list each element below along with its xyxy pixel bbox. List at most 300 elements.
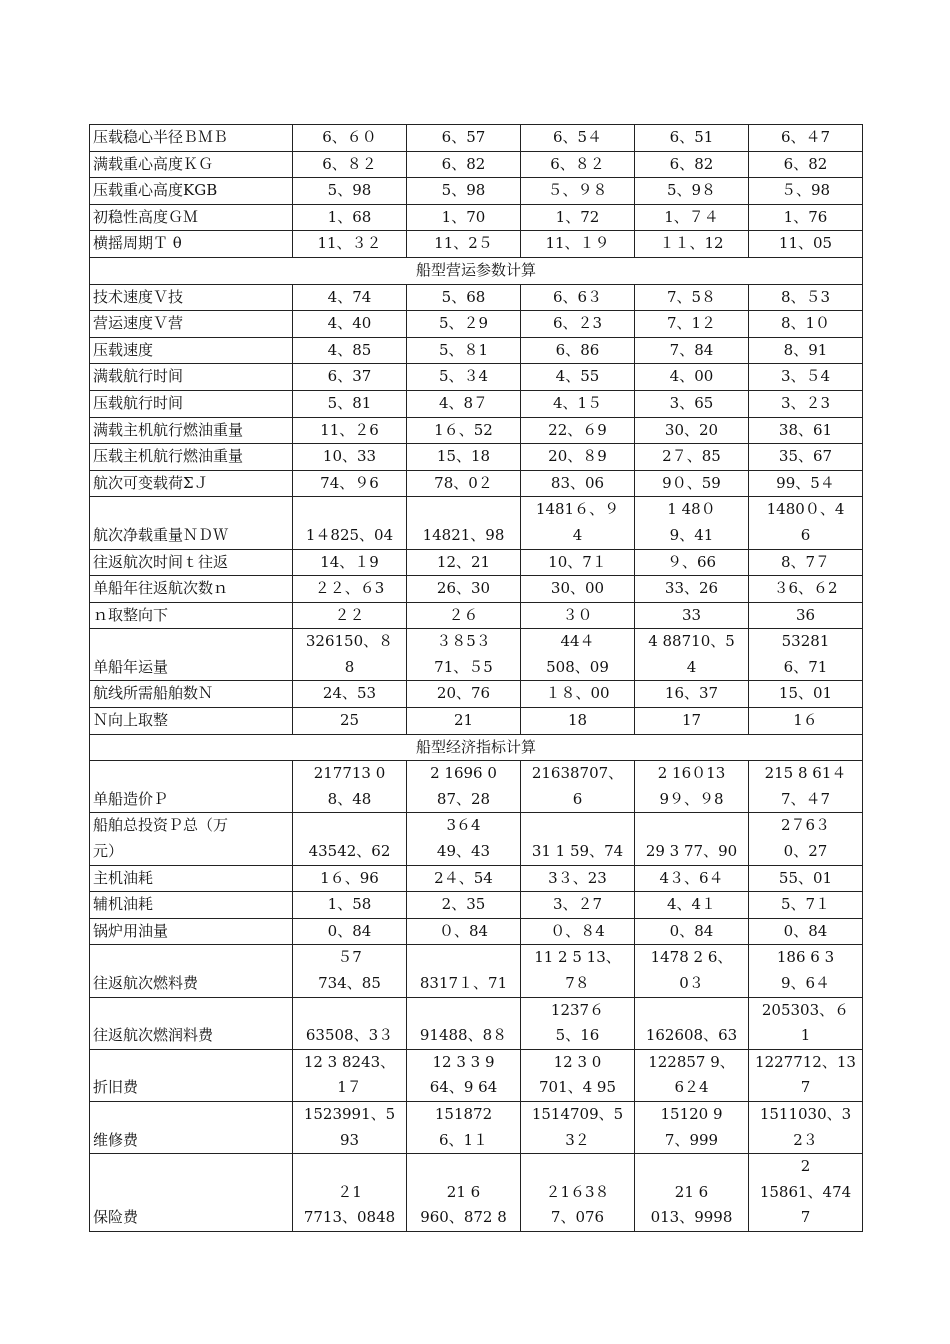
- value-cell-line: 6、82: [783, 154, 828, 173]
- value-cell-line: [409, 998, 518, 1024]
- value-cell: [293, 1101, 407, 1153]
- value-cell-line: 6２4: [674, 1078, 709, 1097]
- row-label-line: 往返航次时间ｔ往返: [93, 552, 229, 571]
- value-cell-line: 5、３4: [438, 367, 489, 386]
- row-label: [90, 470, 293, 497]
- value-cell-line: 5、２9: [438, 314, 489, 333]
- value-cell-line: 9、41: [669, 525, 714, 544]
- value-cell-line: 3、５4: [780, 367, 831, 386]
- table-row: [90, 549, 863, 576]
- value-cell: [293, 602, 407, 629]
- value-cell: [635, 125, 749, 152]
- table-row: [90, 337, 863, 364]
- value-cell-line: 2、35: [441, 895, 486, 914]
- row-label-line: 满载航行时间: [93, 367, 184, 386]
- row-label: [90, 311, 293, 338]
- row-label-line: 主机油耗: [93, 868, 154, 887]
- value-cell: [521, 151, 635, 178]
- table-row: [90, 629, 863, 681]
- value-cell: [749, 1101, 863, 1153]
- table-row: [90, 813, 863, 865]
- row-label-line: 压载航行时间: [93, 393, 184, 412]
- value-cell: [407, 945, 521, 997]
- value-cell: [407, 549, 521, 576]
- row-label: [90, 761, 293, 813]
- value-cell-line: 734、85: [318, 974, 381, 992]
- row-label-line: 锅炉用油量: [93, 921, 169, 940]
- value-cell-line: 12、21: [436, 552, 491, 571]
- value-cell: [749, 865, 863, 892]
- value-cell-line: 63508、3３: [305, 1026, 394, 1045]
- value-cell-line: 6、６０: [322, 128, 377, 146]
- value-cell: [293, 178, 407, 205]
- table-row: [90, 125, 863, 152]
- value-cell-line: 6: [800, 525, 811, 544]
- value-cell-line: 55、01: [778, 868, 833, 887]
- value-cell-line: 1６、52: [434, 420, 493, 439]
- value-cell-line: 9、6４: [780, 974, 831, 992]
- value-cell: [521, 231, 635, 258]
- value-cell-line: 6、37: [327, 367, 372, 386]
- value-cell: [749, 945, 863, 997]
- row-label-line: [93, 1050, 290, 1076]
- value-cell: [749, 178, 863, 205]
- value-cell: [635, 311, 749, 338]
- row-label: [90, 497, 293, 549]
- value-cell-line: 1523991、5: [303, 1104, 396, 1123]
- row-label-line: [93, 1180, 290, 1206]
- value-cell-line: 7、999: [664, 1130, 719, 1149]
- value-cell: [749, 470, 863, 497]
- value-cell-line: 1511030、3: [759, 1104, 852, 1123]
- value-cell: [407, 204, 521, 231]
- value-cell: [521, 125, 635, 152]
- value-cell-line: 74、９6: [320, 473, 379, 492]
- value-cell: [521, 918, 635, 945]
- value-cell-line: 6、82: [669, 154, 714, 173]
- row-label: [90, 576, 293, 603]
- value-cell-line: 4: [686, 657, 697, 676]
- value-cell-line: 43542、62: [308, 842, 391, 861]
- value-cell-line: 36: [795, 605, 816, 624]
- value-cell: [635, 761, 749, 813]
- value-cell-line: 71、５5: [434, 657, 493, 676]
- value-cell-line: 22、６9: [548, 420, 607, 439]
- value-cell-line: 2 1696 0: [430, 764, 497, 783]
- value-cell: [407, 1049, 521, 1101]
- value-cell-line: 5、7１: [780, 895, 831, 914]
- value-cell-line: 10、7１: [548, 552, 607, 571]
- value-cell-line: ５、９８: [547, 181, 608, 200]
- row-label: [90, 444, 293, 471]
- value-cell: [407, 576, 521, 603]
- row-label: [90, 178, 293, 205]
- value-cell-line: 33: [681, 605, 702, 624]
- value-cell: [521, 576, 635, 603]
- value-cell-line: 20、76: [436, 684, 491, 703]
- value-cell-line: 14、１9: [320, 552, 379, 571]
- value-cell: [407, 681, 521, 708]
- value-cell-line: 15861、474: [759, 1182, 852, 1201]
- value-cell: [293, 125, 407, 152]
- value-cell-line: 1、68: [327, 207, 372, 226]
- value-cell: [293, 761, 407, 813]
- value-cell-line: 9０、59: [662, 473, 721, 492]
- value-cell-line: ５、98: [780, 181, 831, 200]
- value-cell-line: 4、55: [555, 367, 600, 386]
- row-label: [90, 549, 293, 576]
- value-cell-line: [637, 998, 746, 1024]
- value-cell: [521, 602, 635, 629]
- value-cell-line: 12 3 3 9: [432, 1052, 495, 1071]
- value-cell: [293, 231, 407, 258]
- row-label-line: 折旧费: [93, 1078, 139, 1097]
- value-cell-line: 21: [453, 711, 474, 730]
- table-row: [90, 708, 863, 735]
- table-row: [90, 204, 863, 231]
- value-cell-line: 1、58: [327, 895, 372, 914]
- value-cell-line: 49、43: [436, 842, 491, 861]
- value-cell-line: 16、37: [664, 684, 719, 703]
- value-cell: [407, 337, 521, 364]
- value-cell: [521, 1154, 635, 1232]
- value-cell-line: 6、57: [441, 128, 486, 146]
- value-cell: [407, 178, 521, 205]
- table-body: [90, 125, 863, 1232]
- value-cell-line: 215 8 61４: [764, 764, 847, 783]
- value-cell-line: 122857 9、: [648, 1052, 735, 1071]
- value-cell: [635, 945, 749, 997]
- value-cell-line: 701、4 95: [538, 1078, 617, 1097]
- value-cell-line: 31 1 59、74: [531, 842, 624, 861]
- row-label-line: [93, 497, 290, 523]
- value-cell-line: ２２、６3: [314, 579, 385, 598]
- value-cell-line: 14821、98: [422, 525, 505, 544]
- value-cell-line: 15、18: [436, 447, 491, 466]
- value-cell-line: ２1: [337, 1182, 362, 1201]
- value-cell: [749, 311, 863, 338]
- value-cell-line: 44４: [560, 632, 595, 651]
- value-cell: [749, 284, 863, 311]
- row-label-line: 航次可变载荷ΣＪ: [93, 473, 209, 492]
- value-cell-line: 326150、８: [305, 632, 394, 651]
- row-label-line: 营运速度Ｖ营: [93, 314, 184, 333]
- row-label-line: 压载速度: [93, 340, 154, 359]
- value-cell-line: [295, 1154, 404, 1180]
- value-cell-line: 5、81: [327, 393, 372, 412]
- row-label: [90, 231, 293, 258]
- value-cell-line: 7: [800, 1078, 811, 1097]
- value-cell: [521, 497, 635, 549]
- table-row: [90, 444, 863, 471]
- value-cell: [749, 892, 863, 919]
- value-cell-line: 186 6 3: [776, 948, 835, 967]
- value-cell-line: 0、84: [669, 921, 714, 940]
- value-cell: [635, 602, 749, 629]
- row-label-line: 技术速度Ｖ技: [93, 287, 184, 306]
- value-cell: [635, 204, 749, 231]
- value-cell: [293, 151, 407, 178]
- value-cell-line: 3６4: [446, 816, 481, 835]
- row-label-line: 压载重心高度KGB: [93, 181, 218, 200]
- value-cell-line: 5、68: [441, 287, 486, 306]
- value-cell: [635, 708, 749, 735]
- row-label-line: 航线所需船舶数Ｎ: [93, 684, 214, 703]
- value-cell: [521, 444, 635, 471]
- table-row: [90, 497, 863, 549]
- value-cell-line: 35、67: [778, 447, 833, 466]
- value-cell-line: 1、70: [441, 207, 486, 226]
- value-cell-line: 4、8７: [438, 393, 489, 412]
- row-label-line: [93, 1102, 290, 1128]
- value-cell-line: ３８5３: [436, 632, 491, 651]
- value-cell-line: 99、5４: [776, 473, 835, 492]
- value-cell-line: 2４、54: [434, 868, 493, 887]
- value-cell-line: 7713、0848: [303, 1208, 396, 1227]
- value-cell: [749, 997, 863, 1049]
- value-cell-line: ２６: [448, 605, 479, 624]
- value-cell: [521, 311, 635, 338]
- value-cell: [293, 997, 407, 1049]
- value-cell: [635, 337, 749, 364]
- value-cell-line: ３6、６2: [773, 579, 838, 598]
- value-cell-line: 4、4１: [666, 895, 717, 914]
- value-cell-line: 6、82: [441, 154, 486, 173]
- value-cell: [635, 918, 749, 945]
- value-cell-line: [295, 497, 404, 523]
- value-cell-line: 91488、8８: [419, 1026, 508, 1045]
- value-cell: [407, 231, 521, 258]
- row-label-line: 维修费: [93, 1130, 139, 1149]
- row-label: [90, 892, 293, 919]
- row-label-line: 辅机油耗: [93, 895, 154, 914]
- row-label: [90, 865, 293, 892]
- value-cell-line: 8、1０: [780, 314, 831, 333]
- value-cell: [749, 151, 863, 178]
- value-cell-line: [637, 813, 746, 839]
- value-cell-line: 7、1２: [666, 314, 717, 333]
- value-cell: [749, 549, 863, 576]
- value-cell-line: 1481６、９: [535, 500, 620, 519]
- section-title: [90, 257, 863, 284]
- value-cell-line: 4、40: [327, 314, 372, 333]
- value-cell-line: 0３: [679, 974, 704, 992]
- table-row: [90, 865, 863, 892]
- table-row: [90, 1154, 863, 1232]
- row-label-line: 压载主机航行燃油重量: [93, 447, 244, 466]
- row-label-line: [93, 1154, 290, 1180]
- value-cell-line: 26、30: [436, 579, 491, 598]
- value-cell-line: 8317１、71: [419, 974, 508, 992]
- value-cell-line: 1、76: [783, 207, 828, 226]
- value-cell: [749, 761, 863, 813]
- value-cell-line: 4、00: [669, 367, 714, 386]
- value-cell-line: [523, 813, 632, 839]
- value-cell: [407, 417, 521, 444]
- row-label-line: 单船造价Ｐ: [93, 789, 169, 808]
- value-cell-line: 83、06: [550, 473, 605, 492]
- value-cell: [407, 813, 521, 865]
- value-cell: [635, 1154, 749, 1232]
- row-label-line: 初稳性高度ＧＭ: [93, 207, 199, 226]
- value-cell-line: 15、01: [778, 684, 833, 703]
- value-cell-line: 3３、23: [548, 868, 607, 887]
- value-cell: [521, 284, 635, 311]
- value-cell-line: 10、33: [322, 447, 377, 466]
- value-cell-line: 11、2５: [434, 234, 493, 253]
- row-label-line: 满载重心高度ＫＧ: [93, 154, 214, 173]
- value-cell-line: 7、４7: [780, 789, 831, 808]
- value-cell-line: 11、３２: [317, 234, 382, 253]
- row-label: [90, 390, 293, 417]
- value-cell: [749, 918, 863, 945]
- value-cell-line: 2: [800, 1157, 811, 1176]
- value-cell-line: 21 6: [674, 1182, 709, 1201]
- value-cell-line: 78、0２: [434, 473, 493, 492]
- value-cell: [293, 284, 407, 311]
- row-label-line: [93, 761, 290, 787]
- value-cell: [635, 178, 749, 205]
- row-label: [90, 125, 293, 152]
- value-cell-line: 1237６: [550, 1000, 605, 1019]
- value-cell: [407, 284, 521, 311]
- value-cell: [293, 629, 407, 681]
- value-cell-line: 4、1５: [552, 393, 603, 412]
- value-cell-line: 6: [572, 789, 583, 808]
- section-header-row: [90, 734, 863, 761]
- row-label: [90, 1101, 293, 1153]
- value-cell-line: 6、5４: [552, 128, 603, 146]
- table-row: [90, 918, 863, 945]
- value-cell-line: 15120 9: [660, 1104, 723, 1123]
- value-cell-line: 6、２3: [552, 314, 603, 333]
- value-cell-line: 25: [339, 711, 360, 730]
- value-cell: [521, 681, 635, 708]
- table-row: [90, 284, 863, 311]
- value-cell-line: 6、1１: [438, 1130, 489, 1149]
- row-label: [90, 997, 293, 1049]
- value-cell: [749, 125, 863, 152]
- value-cell-line: 6、86: [555, 340, 600, 359]
- value-cell-line: 9９、９8: [659, 789, 724, 808]
- row-label-line: 横摇周期Ｔ θ: [93, 234, 182, 253]
- row-label-line: [93, 998, 290, 1024]
- value-cell-line: 5、98: [441, 181, 486, 200]
- value-cell: [293, 813, 407, 865]
- value-cell-line: 1６: [793, 711, 818, 730]
- value-cell-line: 2７6３: [780, 816, 831, 835]
- value-cell-line: 87、28: [436, 789, 491, 808]
- value-cell-line: 64、9 64: [429, 1078, 498, 1097]
- value-cell: [749, 364, 863, 391]
- row-label: [90, 151, 293, 178]
- value-cell: [521, 813, 635, 865]
- value-cell: [407, 602, 521, 629]
- value-cell-line: 1514709、5: [531, 1104, 624, 1123]
- value-cell: [749, 337, 863, 364]
- value-cell: [407, 151, 521, 178]
- value-cell: [635, 151, 749, 178]
- row-label-line: 元）: [93, 842, 124, 861]
- value-cell-line: 1７: [337, 1078, 362, 1097]
- value-cell: [521, 390, 635, 417]
- value-cell-line: 508、09: [546, 657, 609, 676]
- value-cell: [749, 1049, 863, 1101]
- value-cell: [521, 945, 635, 997]
- value-cell: [521, 629, 635, 681]
- value-cell-line: 1６、96: [320, 868, 379, 887]
- value-cell: [293, 1049, 407, 1101]
- value-cell: [635, 681, 749, 708]
- value-cell-line: [523, 1154, 632, 1180]
- value-cell: [521, 865, 635, 892]
- value-cell-line: 7、84: [669, 340, 714, 359]
- value-cell: [635, 629, 749, 681]
- row-label-line: 单船年运量: [93, 657, 169, 676]
- value-cell: [407, 708, 521, 735]
- table-row: [90, 576, 863, 603]
- table-row: [90, 231, 863, 258]
- value-cell: [749, 629, 863, 681]
- value-cell-line: 11、２6: [320, 420, 379, 439]
- table-row: [90, 178, 863, 205]
- value-cell-line: 8、7７: [780, 552, 831, 571]
- value-cell: [407, 311, 521, 338]
- table-row: [90, 364, 863, 391]
- value-cell: [635, 997, 749, 1049]
- value-cell: [635, 865, 749, 892]
- value-cell-line: 4: [572, 525, 583, 544]
- row-label: [90, 1154, 293, 1232]
- table-row: [90, 417, 863, 444]
- row-label-line: ｎ取整向下: [93, 605, 169, 624]
- value-cell-line: 6、８２: [322, 154, 377, 173]
- value-cell: [749, 231, 863, 258]
- value-cell-line: 7: [800, 1208, 811, 1227]
- value-cell-line: 2３: [793, 1130, 818, 1149]
- value-cell: [521, 549, 635, 576]
- value-cell: [407, 497, 521, 549]
- value-cell-line: 93: [339, 1130, 360, 1149]
- section-title-text: 船型营运参数计算: [415, 260, 536, 279]
- value-cell-line: 1 48０: [667, 500, 716, 519]
- row-label: [90, 417, 293, 444]
- row-label: [90, 681, 293, 708]
- value-cell: [293, 892, 407, 919]
- value-cell-line: 2 16０13: [657, 764, 726, 783]
- value-cell-line: 162608、63: [645, 1026, 738, 1045]
- value-cell-line: [295, 813, 404, 839]
- value-cell: [407, 125, 521, 152]
- value-cell: [749, 390, 863, 417]
- value-cell-line: 0、84: [783, 921, 828, 940]
- value-cell-line: 12 3 8243、: [303, 1052, 396, 1071]
- value-cell-line: 12 3 0: [553, 1052, 602, 1071]
- value-cell-line: 0、27: [783, 842, 828, 861]
- value-cell-line: 18: [567, 711, 588, 730]
- value-cell: [635, 892, 749, 919]
- value-cell: [293, 470, 407, 497]
- value-cell-line: 30、00: [550, 579, 605, 598]
- value-cell-line: 3２: [565, 1130, 590, 1149]
- value-cell-line: 1480０、4: [766, 500, 845, 519]
- value-cell: [749, 1154, 863, 1232]
- value-cell-line: 6、71: [783, 657, 828, 676]
- value-cell-line: 1227712、13: [755, 1052, 856, 1071]
- value-cell-line: 5、9８: [666, 181, 717, 200]
- value-cell-line: 1478 2 6、: [650, 948, 733, 967]
- value-cell-line: 21638707、: [531, 764, 624, 783]
